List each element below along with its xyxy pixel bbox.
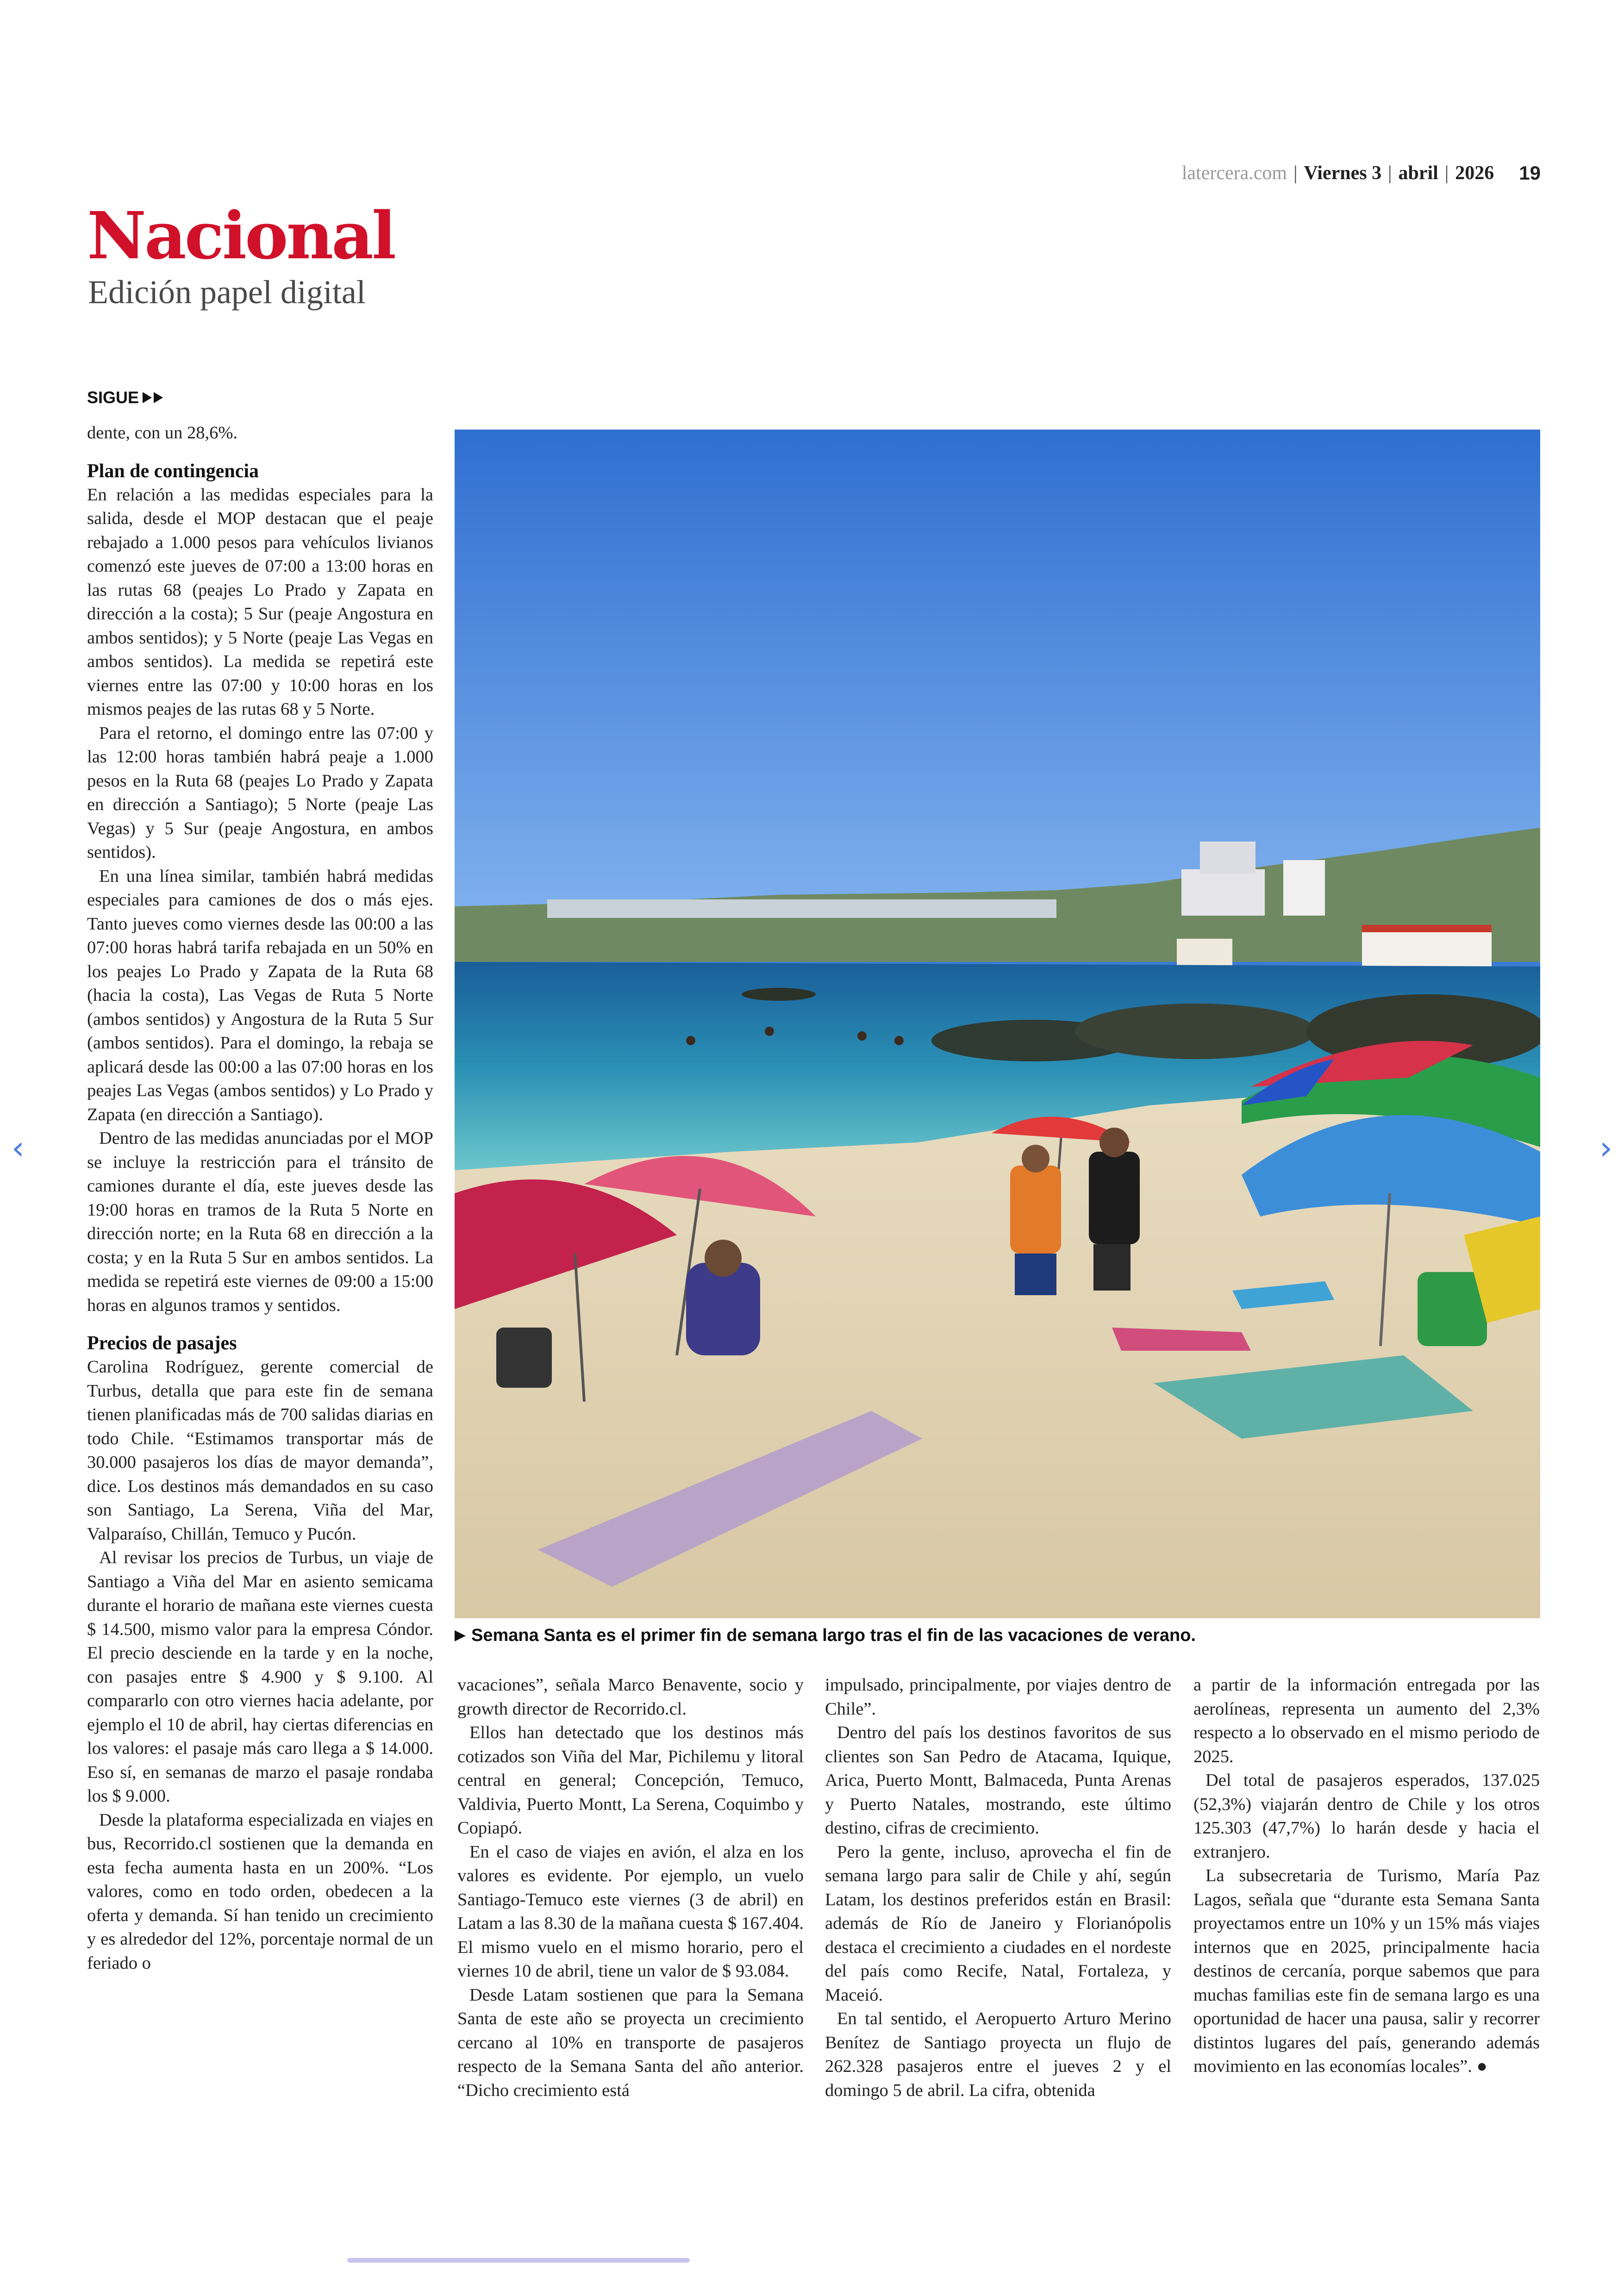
- continued-label: [87, 388, 165, 407]
- article-column-4: [1193, 1673, 1540, 2079]
- sigue-label: SIGUE: [87, 388, 139, 407]
- paragraph: En una línea similar, también habrá medidas especiales para camiones de dos o más ejes. Tanto jueves como viernes desde las 00:00 a las 07:00 horas habrá tarifa rebajada en un 50% en los peajes Lo Prado y Zapata de la Ruta 68 (hacia la costa), Las Vegas de Ruta 5 Norte (ambos sentidos) y Angostura de la Ruta 5 Sur (ambos sentidos). Para el domingo, la rebaja se aplicará desde las 00:00 a las 07:00 horas en los peajes Las Vegas (ambos sentidos) y Lo Prado y Zapata (en dirección a Santiago).: [87, 866, 433, 1124]
- article-column-3: [825, 1673, 1171, 2102]
- header-month: abril: [1398, 162, 1438, 184]
- beach-photo: [455, 430, 1540, 1618]
- beach-scene-illustration: [455, 430, 1540, 1618]
- paragraph: Al revisar los precios de Turbus, un viaje de Santiago a Viña del Mar en asiento semicama durante el horario de mañana este viernes cuesta $ 14.500, mismo valor para la empresa Cóndor. El precio desciende en la tarde y en la noche, con pasajes entre $ 4.900 y $ 9.100. Al compararlo con otro viernes hacia adelante, por ejemplo el 10 de abril, hay ciertas diferencias en los valores: el pasaje más caro llega a $ 14.000. Eso sí, en semanas de marzo el pasaje rondaba los $ 9.000.: [87, 1548, 433, 1806]
- paragraph: Pero la gente, incluso, aprovecha el fin de semana largo para salir de Chile y ahí, según Latam, los destinos preferidos están en Brasil: además de Río de Janeiro y Florianópolis destaca el crecimiento a ciudades en el nordeste del país como Recife, Natal, Fortaleza, y Maceió.: [825, 1842, 1171, 2005]
- paragraph: impulsado, principalmente, por viajes dentro de Chile”.: [825, 1675, 1171, 1719]
- paragraph: dente, con un 28,6%.: [87, 423, 238, 443]
- paragraph: Para el retorno, el domingo entre las 07:00 y las 12:00 horas también habrá peaje a 1.000 pesos en la Ruta 68 (peajes Lo Prado y Zapata en dirección a Santiago); 5 Norte (peaje Las Vegas) y 5 Sur (peaje Angostura, en ambos sentidos).: [87, 723, 433, 862]
- paragraph: a partir de la información entregada por las aerolíneas, representa un aumento del 2,3% respecto a lo observado en el mismo periodo de 2025.: [1193, 1675, 1540, 1766]
- paragraph: Desde la plataforma especializada en viajes en bus, Recorrido.cl sostienen que la demanda en esta fecha aumenta hasta en un 200%. “Los valores, como en todo orden, obedecen a la oferta y demanda. Sí han tenido un crecimiento y es alrededor del 12%, porcentaje normal de un feriado o: [87, 1810, 433, 1973]
- page-number: 19: [1519, 162, 1541, 184]
- paragraph: En el caso de viajes en avión, el alza en los valores es evidente. Por ejemplo, un vuelo Santiago-Temuco este viernes (3 de abril) en Latam a las 8.30 de la mañana cuesta $ 167.404. El mismo vuelo en el mismo horario, pero el viernes 10 de abril, tiene un valor de $ 93.084.: [457, 1842, 804, 1981]
- caption-text: Semana Santa es el primer fin de semana largo tras el fin de las vacaciones de verano.: [471, 1626, 1196, 1645]
- subheading-plan-contingencia: Plan de contingencia: [87, 460, 259, 482]
- photo-caption: [455, 1626, 1540, 1646]
- double-arrow-right-icon: [143, 391, 165, 404]
- subheading-precios-pasajes: Precios de pasajes: [87, 1333, 237, 1354]
- paragraph: [1193, 1864, 1540, 2079]
- previous-page-button[interactable]: ‹: [12, 1129, 25, 1167]
- article-column-2: [457, 1673, 804, 2102]
- header-year: 2026: [1455, 162, 1494, 184]
- closing-quote-paragraph: La subsecretaria de Turismo, María Paz Lagos, señala que “durante esta Semana Santa proyectamos entre un 10% y un 15% más viajes internos que en 2025, principalmente hacia destinos de cercanía, porque sabemos que para muchas familias este fin de semana largo es una oportunidad de hacer una pausa, salir y recorrer distintos lugares del país, generando además movimiento en las economías locales”.: [1193, 1866, 1540, 2076]
- paragraph: Dentro del país los destinos favoritos de sus clientes son San Pedro de Atacama, Iquique, Arica, Puerto Montt, Balmaceda, Punta Arenas y Puerto Natales, mostrando, este último destino, cifras de crecimiento.: [825, 1723, 1171, 1838]
- paragraph: Del total de pasajeros esperados, 137.025 (52,3%) viajarán dentro de Chile y los otros 125.303 (47,7%) lo harán desde y hacia el extranjero.: [1193, 1771, 1540, 1862]
- article-column-1: [87, 421, 433, 1975]
- paragraph: Ellos han detectado que los destinos más cotizados son Viña del Mar, Pichilemu y litoral central en general; Concepción, Temuco, Valdivia, Puerto Montt, La Serena, Coquimbo y Copiapó.: [457, 1723, 804, 1838]
- paragraph: Dentro de las medidas anunciadas por el MOP se incluye la restricción para el tránsito de camiones durante el día, este jueves desde las 19:00 horas en tramos de la Ruta 5 Norte en dirección norte; en la Ruta 68 en dirección a la costa; y en la Ruta 5 Sur en ambos sentidos. La medida se repetirá este viernes de 09:00 a 15:00 horas en algunos tramos y sentidos.: [87, 1129, 433, 1315]
- paragraph: Desde Latam sostienen que para la Semana Santa de este año se proyecta un crecimiento cercano al 10% en transporte de pasajeros respecto de la Semana Santa del año anterior. “Dicho crecimiento está: [457, 1985, 804, 2100]
- header-day: Viernes 3: [1304, 162, 1382, 184]
- site-name: latercera.com: [1181, 162, 1287, 184]
- paragraph: vacaciones”, señala Marco Benavente, socio y growth director de Recorrido.cl.: [457, 1675, 804, 1719]
- triangle-right-icon: [455, 1629, 467, 1642]
- section-subtitle: Edición papel digital: [88, 274, 366, 311]
- page-header-meta: latercera.com | Viernes 3 | abril | 2026 19: [1181, 162, 1541, 184]
- paragraph: Carolina Rodríguez, gerente comercial de Turbus, detalla que para este fin de semana tienen planificadas más de 700 salidas diarias en todo Chile. “Estimamos transportar más de 30.000 pasajeros los días de mayor demanda”, dice. Los destinos más demandados en su caso son Santiago, La Serena, Viña del Mar, Valparaíso, Chillán, Temuco y Pucón.: [87, 1357, 433, 1544]
- end-mark-icon: ●: [1476, 2057, 1487, 2076]
- section-title: Nacional: [87, 198, 395, 274]
- paragraph: En relación a las medidas especiales para la salida, desde el MOP destacan que el peaje rebajado a 1.000 pesos para vehículos livianos comenzó este jueves de 07:00 a 13:00 horas en las rutas 68 (peajes Lo Prado y Zapata en dirección a la costa); 5 Sur (peaje Angostura en ambos sentidos); y 5 Norte (peaje Las Vegas en ambos sentidos). La medida se repetirá este viernes entre las 07:00 y 10:00 horas en los mismos peajes de las rutas 68 y 5 Norte.: [87, 485, 433, 719]
- paragraph: En tal sentido, el Aeropuerto Arturo Merino Benítez de Santiago proyecta un flujo de 262.328 pasajeros entre el jueves 2 y el domingo 5 de abril. La cifra, obtenida: [825, 2009, 1171, 2100]
- page-scroll-indicator[interactable]: [347, 2258, 690, 2263]
- next-page-button[interactable]: ›: [1599, 1129, 1612, 1167]
